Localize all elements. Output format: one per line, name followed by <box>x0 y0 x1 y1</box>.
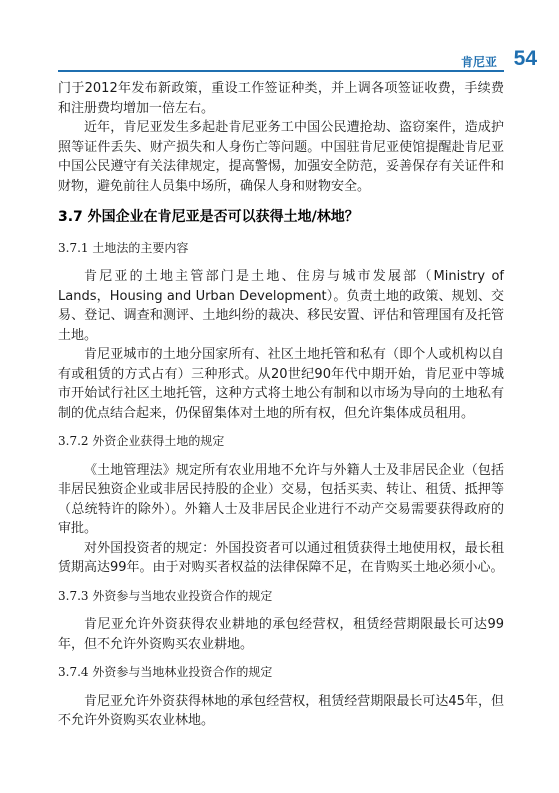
paragraph: 近年，肯尼亚发生多起赴肯尼亚务工中国公民遭抢劫、盗窃案件，造成护照等证件丢失、财产损失和人身伤亡等问题。中国驻肯尼亚使馆提醒赴肯尼亚中国公民遵守有关法律规定，提高警惕，加强安全防范，妥善保存有关证件和财物，避免前往人员集中场所，确保人身和财物安全。 <box>58 120 504 194</box>
page-number: 54 <box>513 47 537 70</box>
paragraph: 《土地管理法》规定所有农业用地不允许与外籍人士及非居民企业（包括非居民独资企业或非居民持股的企业）交易，包括买卖、转让、租赁、抵押等（总统特许的除外）。外籍人士及非居民企业进行不动产交易需要获得政府的审批。 <box>58 462 504 536</box>
page-body <box>58 79 504 731</box>
paragraph: 对外国投资者的规定：外国投资者可以通过租赁获得土地使用权，最长租赁期高达99年。由于对购买者权益的法律保障不足，在肯购买土地必须小心。 <box>58 540 504 575</box>
section-heading: 3.7 外国企业在肯尼亚是否可以获得土地/林地？ <box>58 209 359 225</box>
subsection-heading: 3.7.4 外资参与当地林业投资合作的规定 <box>58 665 273 679</box>
subsection-heading: 3.7.2 外资企业获得土地的规定 <box>58 434 225 448</box>
subsection-heading: 3.7.3 外资参与当地农业投资合作的规定 <box>58 588 273 603</box>
subsection-heading: 3.7.1 土地法的主要内容 <box>58 240 189 255</box>
paragraph: 肯尼亚的土地主管部门是土地、住房与城市发展部（Ministry of Lands，Housing and Urban Development）。负责土地的政策、规划、交易、登记、调查和测评、土地纠纷的裁决、移民安置、评估和管理国有及托管土地。 <box>58 269 504 343</box>
paragraph: 肯尼亚城市的土地分国家所有、社区土地托管和私有（即个人或机构以自有或租赁的方式占有）三种形式。从20世纪90年代中期开始，肯尼亚中等城市开始试行社区土地托管，这种方式将土地公有制和以市场为导向的土地私有制的优点结合起来，仍保留集体对土地的所有权，但允许集体成员租用。 <box>58 347 504 421</box>
paragraph: 肯尼亚允许外资获得农业耕地的承包经营权，租赁经营期限最长可达99年，但不允许外资购买农业耕地。 <box>58 617 504 652</box>
header-title: 肯尼亚 <box>460 55 497 69</box>
paragraph: 肯尼亚允许外资获得林地的承包经营权，租赁经营期限最长可达45年，但不允许外资购买农业林地。 <box>58 693 504 728</box>
header-rule <box>58 70 504 72</box>
page-header <box>0 44 559 74</box>
paragraph: 门于2012年发布新政策，重设工作签证种类，并上调各项签证收费，手续费和注册费均增加一倍左右。 <box>58 81 504 116</box>
